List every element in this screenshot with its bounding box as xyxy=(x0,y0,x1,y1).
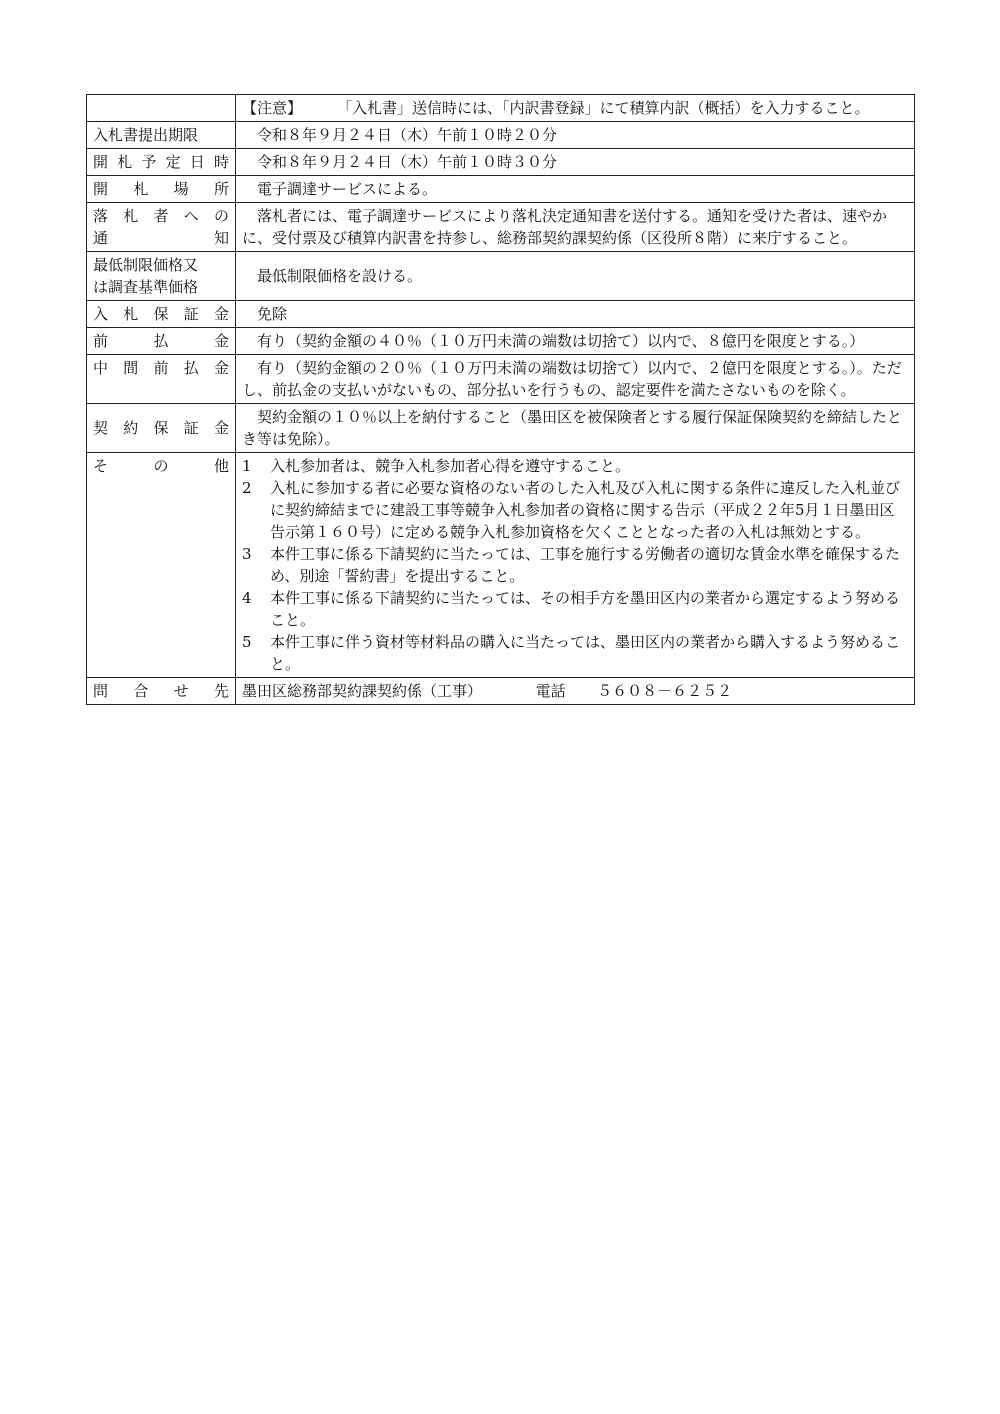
bid-info-table xyxy=(86,94,915,705)
other-row xyxy=(87,453,915,678)
min-price-label-line1: 最低制限価格又 xyxy=(93,256,199,274)
notice-label-cell xyxy=(87,95,236,122)
deadline-label: 入札書提出期限 xyxy=(87,122,236,149)
opening-datetime-value: 令和８年９月２４日（木）午前１０時３０分 xyxy=(236,149,915,176)
deadline-row xyxy=(87,122,915,149)
opening-datetime-row xyxy=(87,149,915,176)
winner-notice-label: 落 札 者 へ の 通 知 xyxy=(87,203,236,252)
other-item xyxy=(242,543,908,587)
other-item-number: 5 xyxy=(242,633,252,651)
min-price-value: 最低制限価格を設ける。 xyxy=(236,252,915,301)
other-item-text: 本件工事に係る下請契約に当たっては、その相手方を墨田区内の業者から選定するよう努めること。 xyxy=(270,589,901,629)
contact-value xyxy=(236,678,915,705)
opening-place-row xyxy=(87,176,915,203)
advance-value: 有り（契約金額の４０％（１０万円未満の端数は切捨て）以内で、８億円を限度とする。） xyxy=(236,328,915,355)
contact-row xyxy=(87,678,915,705)
other-item-text: 本件工事に係る下請契約に当たっては、工事を施行する労働者の適切な賃金水準を確保するため、別途「誓約書」を提出すること。 xyxy=(270,545,901,585)
interim-advance-value: 有り（契約金額の２０％（１０万円未満の端数は切捨て）以内で、２億円を限度とする。）。ただし、前払金の支払いがないもの、部分払いを行うもの、認定要件を満たさないものを除く。 xyxy=(236,355,915,404)
notice-row xyxy=(87,95,915,122)
notice-text: 「入札書」送信時には、「内訳書登録」にて積算内訳（概括）を入力すること。 xyxy=(337,99,870,117)
min-price-label xyxy=(87,252,236,301)
other-item-number: 2 xyxy=(242,479,252,497)
winner-notice-row xyxy=(87,203,915,252)
notice-cell xyxy=(236,95,915,122)
contract-bond-value: 契約金額の１０％以上を納付すること（墨田区を被保険者とする履行保証保険契約を締結したとき等は免除）。 xyxy=(236,404,915,453)
interim-advance-label: 中 間 前 払 金 xyxy=(87,355,236,404)
advance-label: 前 払 金 xyxy=(87,328,236,355)
contract-bond-row xyxy=(87,404,915,453)
min-price-label-line2: は調査基準価格 xyxy=(93,278,199,296)
other-item-text: 本件工事に伴う資材等材料品の購入に当たっては、墨田区内の業者から購入するよう努めること。 xyxy=(270,633,901,673)
notice-tag: 【注意】 xyxy=(242,99,303,117)
other-item xyxy=(242,587,908,631)
deadline-value: 令和８年９月２４日（木）午前１０時２０分 xyxy=(236,122,915,149)
other-item-number: 3 xyxy=(242,545,252,563)
other-items xyxy=(236,453,915,678)
other-item xyxy=(242,455,908,477)
other-label: そ の 他 xyxy=(87,453,236,678)
other-item-text: 入札参加者は、競争入札参加者心得を遵守すること。 xyxy=(270,457,631,475)
contract-bond-label: 契 約 保 証 金 xyxy=(87,404,236,453)
contact-label: 問 合 せ 先 xyxy=(87,678,236,705)
other-item xyxy=(242,477,908,543)
other-item-number: 4 xyxy=(242,589,252,607)
opening-place-label: 開 札 場 所 xyxy=(87,176,236,203)
other-item-number: 1 xyxy=(242,457,252,475)
advance-row xyxy=(87,328,915,355)
contact-phone: ５６０８－６２５２ xyxy=(597,682,733,700)
bid-bond-label: 入 札 保 証 金 xyxy=(87,301,236,328)
interim-advance-row xyxy=(87,355,915,404)
contact-phone-label: 電話 xyxy=(535,682,566,700)
contact-office: 墨田区総務部契約課契約係（工事） xyxy=(242,682,483,700)
opening-datetime-label: 開 札 予 定 日 時 xyxy=(87,149,236,176)
winner-notice-value: 落札者には、電子調達サービスにより落札決定通知書を送付する。通知を受けた者は、速やかに、受付票及び積算内訳書を持参し、総務部契約課契約係（区役所８階）に来庁すること。 xyxy=(236,203,915,252)
other-item-text: 入札に参加する者に必要な資格のない者のした入札及び入札に関する条件に違反した入札並びに契約締結までに建設工事等競争入札参加者の資格に関する告示（平成２２年5月１日墨田区告示第１６０号）に定める競争入札参加資格を欠くこととなった者の入札は無効とする。 xyxy=(270,479,901,541)
min-price-row xyxy=(87,252,915,301)
other-item xyxy=(242,631,908,675)
bid-bond-value: 免除 xyxy=(236,301,915,328)
bid-bond-row xyxy=(87,301,915,328)
opening-place-value: 電子調達サービスによる。 xyxy=(236,176,915,203)
